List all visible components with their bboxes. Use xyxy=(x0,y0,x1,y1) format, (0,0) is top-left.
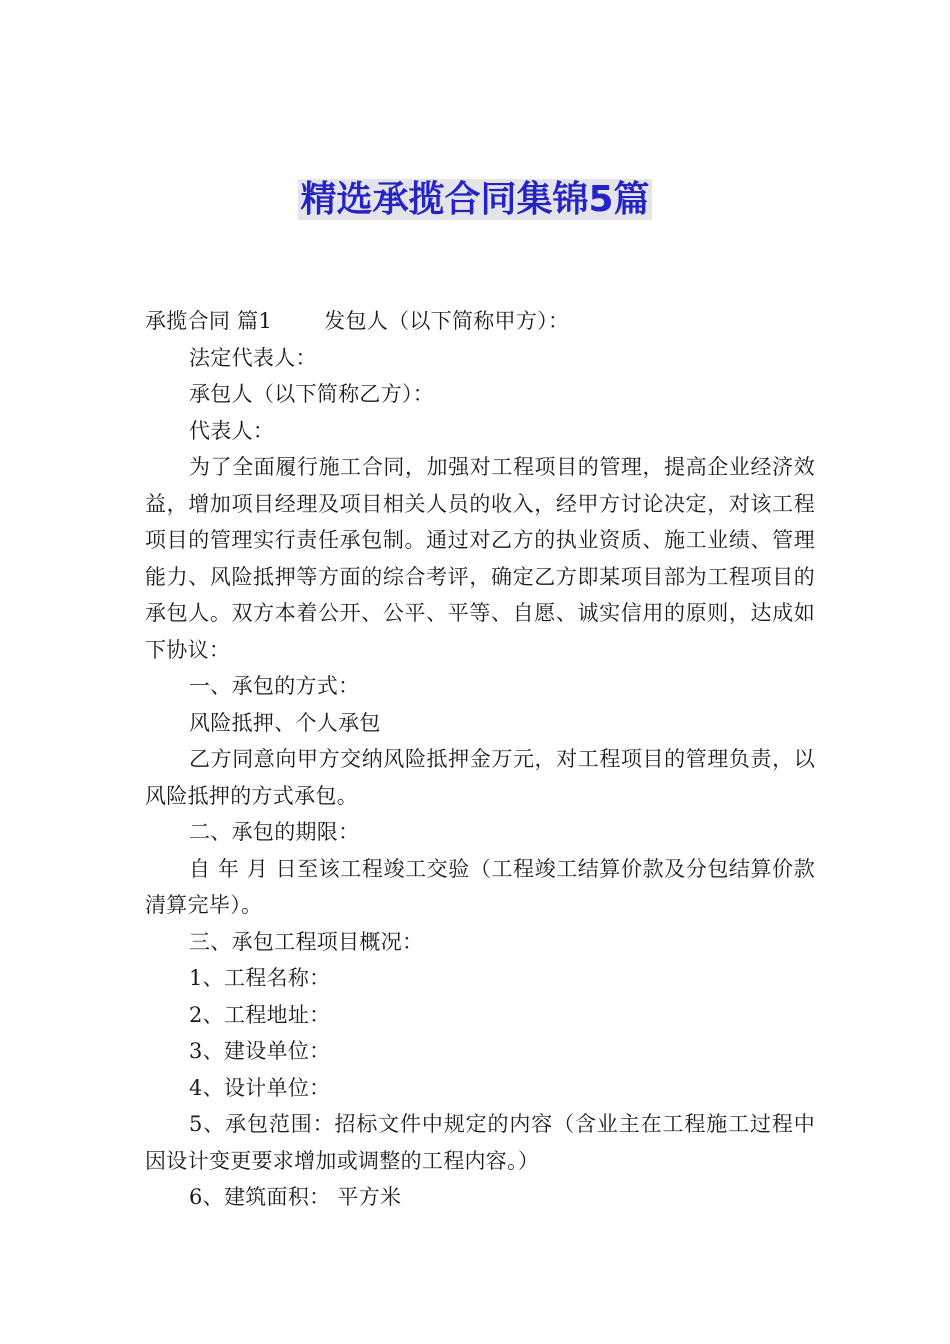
list-item-design-unit: 4、设计单位： xyxy=(189,1075,331,1100)
list-item-project-address: 2、工程地址： xyxy=(189,1002,331,1027)
paragraph-deposit: 乙方同意向甲方交纳风险抵押金万元，对工程项目的管理负责，以风险抵押的方式承包。 xyxy=(145,747,815,808)
document-title-text: 精选承揽合同集锦5篇 xyxy=(300,179,650,220)
list-item-construction-unit: 3、建设单位： xyxy=(189,1039,331,1063)
list-item-scope: 5、承包范围：招标文件中规定的内容（含业主在工程施工过程中因设计变更要求增加或调整的工程内容。） xyxy=(145,1112,815,1173)
document-body xyxy=(145,303,815,1216)
paragraph-preamble: 为了全面履行施工合同，加强对工程项目的管理，提高企业经济效益，增加项目经理及项目相关人员的收入，经甲方讨论决定，对该工程项目的管理实行责任承包制。通过对乙方的执业资质、施工业绩、管理能力、风险抵押等方面的综合考评，确定乙方即某项目部为工程项目的承包人。双方本着公开、公平、平等、自愿、诚实信用的原则，达成如下协议： xyxy=(145,455,815,662)
paragraph-legal-rep: 法定代表人： xyxy=(189,345,317,370)
section-heading: 承揽合同 篇1 xyxy=(145,309,273,333)
paragraph-section-1: 一、承包的方式： xyxy=(189,674,360,698)
first-line xyxy=(145,303,815,340)
list-item-project-name: 1、工程名称： xyxy=(189,966,331,990)
paragraph-section-2: 二、承包的期限： xyxy=(189,820,360,844)
paragraph-contract-mode: 风险抵押、个人承包 xyxy=(189,710,381,735)
paragraph-contractor: 承包人（以下简称乙方）： xyxy=(189,382,435,406)
paragraph-representative: 代表人： xyxy=(189,418,275,443)
employer-line: 发包人（以下简称甲方）： xyxy=(324,309,570,333)
paragraph-section-3: 三、承包工程项目概况： xyxy=(189,929,424,954)
list-item-floor-area: 6、建筑面积： 平方米 xyxy=(189,1185,402,1209)
paragraph-term: 自 年 月 日至该工程竣工交验（工程竣工结算价款及分包结算价款清算完毕）。 xyxy=(145,856,815,917)
document-title xyxy=(0,176,950,224)
